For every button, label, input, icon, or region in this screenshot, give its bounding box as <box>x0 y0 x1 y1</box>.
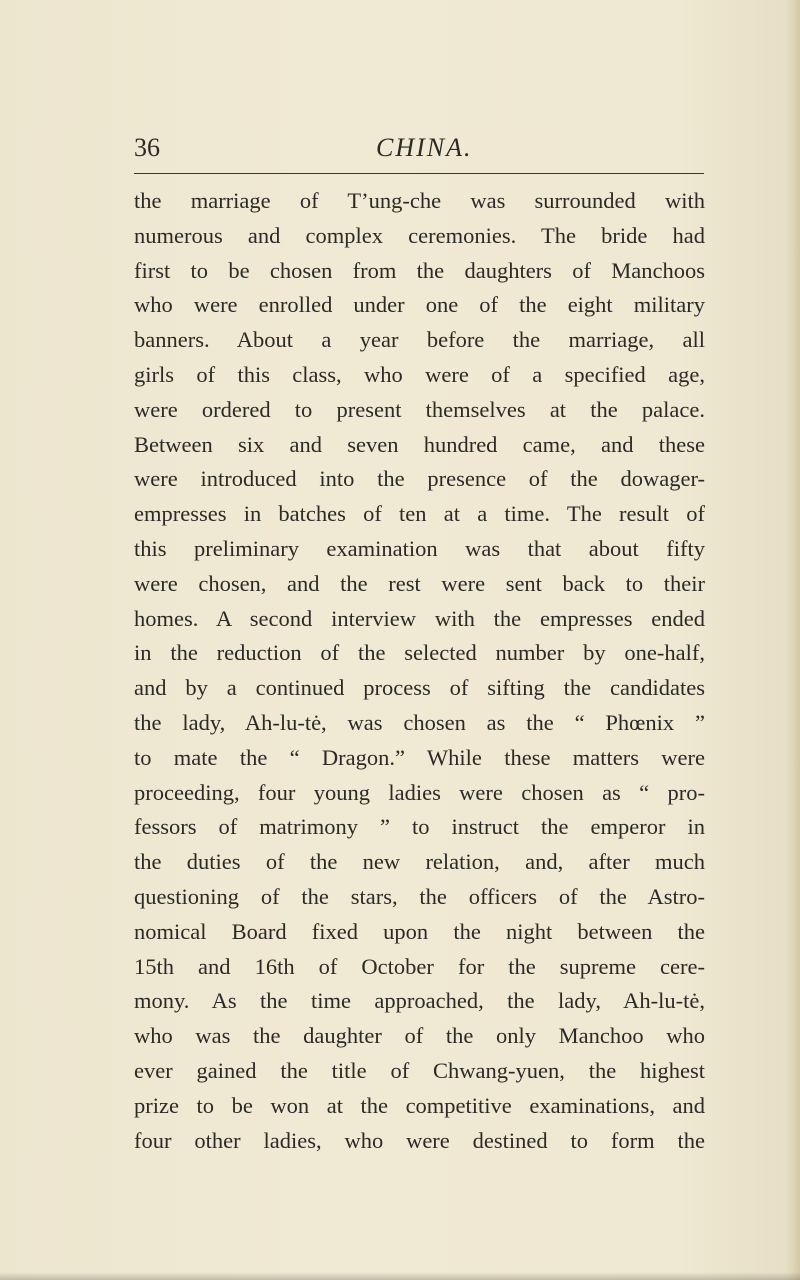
text-line: 15th and 16th of October for the supreme cere- <box>134 953 705 979</box>
text-line: questioning of the stars, the officers of the Astro- <box>134 883 705 909</box>
text-line: empresses in batches of ten at a time. The result of <box>134 501 705 527</box>
text-line: proceeding, four young ladies were chosen as “ pro- <box>134 779 705 805</box>
text-line: banners. About a year before the marriage, all <box>134 327 705 353</box>
text-line: ever gained the title of Chwang-yuen, the highest <box>134 1057 705 1083</box>
text-line: this preliminary examination was that about fifty <box>134 535 705 561</box>
text-line: who were enrolled under one of the eight military <box>134 292 705 318</box>
text-line: homes. A second interview with the empresses ended <box>134 605 705 631</box>
text-line: four other ladies, who were destined to form the <box>134 1127 705 1153</box>
text-line: numerous and complex ceremonies. The bride had <box>134 222 705 248</box>
text-line: the marriage of T’ung-che was surrounded with <box>134 188 705 213</box>
text-line: nomical Board fixed upon the night between the <box>134 918 705 944</box>
text-line: were ordered to present themselves at the palace. <box>134 396 705 422</box>
text-line: mony. As the time approached, the lady, Ah-lu-tė, <box>134 988 705 1014</box>
text-line: who was the daughter of the only Manchoo who <box>134 1023 705 1049</box>
header-rule <box>134 173 704 174</box>
body-text <box>134 184 705 1158</box>
text-line: in the reduction of the selected number by one-half, <box>134 640 705 666</box>
running-head: CHINA. <box>376 133 473 162</box>
text-line: prize to be won at the competitive examinations, and <box>134 1092 705 1118</box>
page-bottom-shadow <box>0 1272 800 1280</box>
page-edge-shadow <box>786 0 800 1280</box>
text-line: Between six and seven hundred came, and these <box>134 431 705 457</box>
text-line: to mate the “ Dragon.” While these matters were <box>134 744 705 770</box>
page-header <box>134 128 704 168</box>
text-line: first to be chosen from the daughters of Manchoos <box>134 257 705 283</box>
page-number: 36 <box>134 133 160 162</box>
text-line: were chosen, and the rest were sent back to their <box>134 570 705 596</box>
text-line: fessors of matrimony ” to instruct the emperor in <box>134 814 705 840</box>
text-line: the lady, Ah-lu-tė, was chosen as the “ Phœnix ” <box>134 709 705 735</box>
text-line: and by a continued process of sifting the candidates <box>134 675 705 701</box>
text-line: were introduced into the presence of the dowager- <box>134 466 705 492</box>
text-line: girls of this class, who were of a specified age, <box>134 361 705 387</box>
text-line: the duties of the new relation, and, after much <box>134 849 705 875</box>
